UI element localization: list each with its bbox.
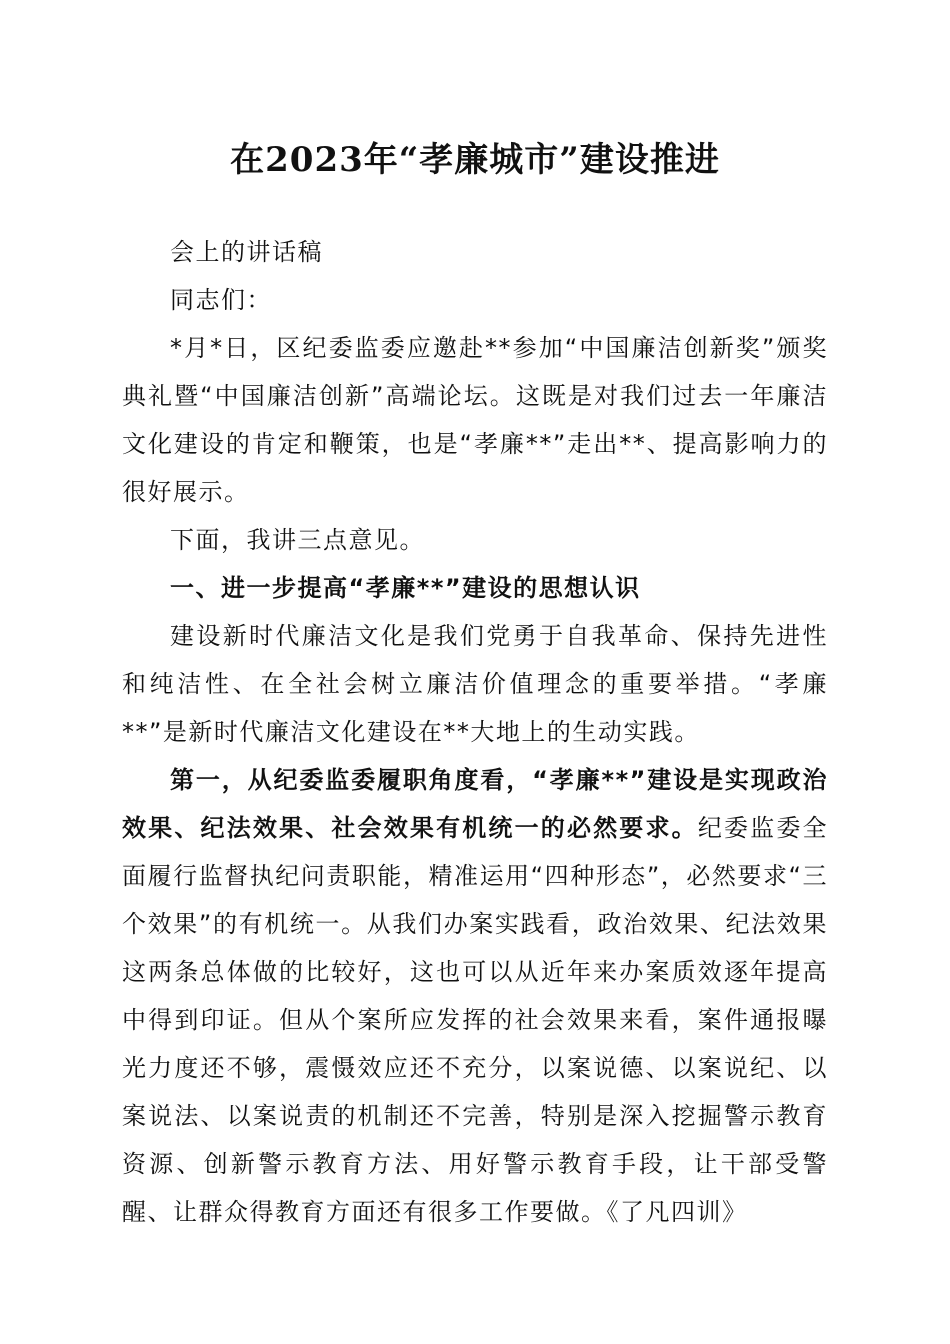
point-1-body: 纪委监委全面履行监督执纪问责职能，精准运用“四种形态”，必然要求“三个效果”的有机统一。从我们办案实践看，政治效果、纪法效果这两条总体做的比较好，这也可以从近年来办案质效逐年提高中得到印证。但从个案所应发挥的社会效果来看，案件通报曝光力度还不够，震慑效应还不充分，以案说德、以案说纪、以案说法、以案说责的机制还不完善，特别是深入挖掘警示教育资源、创新警示教育方法、用好警示教育手段，让干部受警醒、让群众得教育方面还有很多工作要做。《了凡四训》	[122, 814, 829, 1226]
section-heading-1: 一、进一步提高“孝廉**”建设的思想认识	[170, 574, 641, 602]
paragraph-section-1: 建设新时代廉洁文化是我们党勇于自我革命、保持先进性和纯洁性、在全社会树立廉洁价值理念的重要举措。“孝廉**”是新时代廉洁文化建设在**大地上的生动实践。	[122, 622, 828, 746]
point-1-lead: 第一，从纪委监委履职角度看，“孝廉**”建设是实现政治效果、纪法效果、社会效果有机统一的必然要求。	[122, 766, 828, 842]
document-body	[122, 228, 828, 1236]
paragraph-outline: 下面，我讲三点意见。	[170, 526, 425, 554]
subtitle-line: 会上的讲话稿	[170, 238, 323, 266]
salutation: 同志们：	[170, 286, 272, 314]
document-title: 在2023年“孝廉城市”建设推进	[230, 140, 720, 180]
paragraph-point-1	[122, 756, 828, 1236]
paragraph-intro: *月*日，区纪委监委应邀赴**参加“中国廉洁创新奖”颁奖典礼暨“中国廉洁创新”高端论坛。这既是对我们过去一年廉洁文化建设的肯定和鞭策，也是“孝廉**”走出**、提高影响力的很好展示。	[122, 334, 828, 506]
